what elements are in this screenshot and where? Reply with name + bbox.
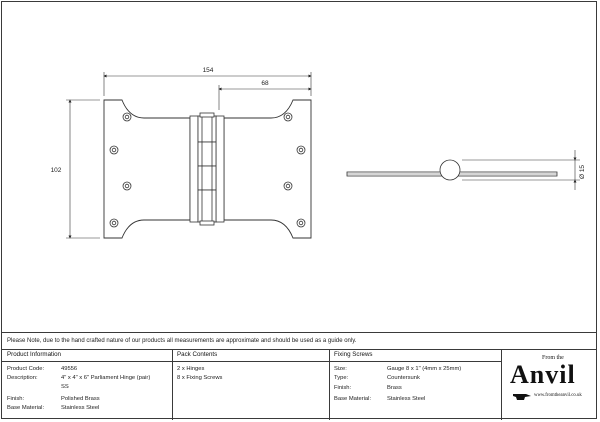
- dimension-label-knuckle: Ø 15: [579, 164, 586, 180]
- logo-from-the: From the: [542, 355, 564, 361]
- divider: [329, 349, 330, 420]
- dimension-height: [51, 100, 100, 238]
- divider: [1, 361, 501, 362]
- divider: [1, 349, 597, 350]
- hinge-side-view: [347, 160, 557, 180]
- screw-finish-label: Finish:: [334, 385, 352, 391]
- dimension-knuckle: [462, 150, 586, 190]
- dimension-label-overall-width: 154: [202, 67, 214, 74]
- screw-material-value: Stainless Steel: [387, 396, 426, 402]
- fixing-screws-heading: Fixing Screws: [334, 351, 373, 358]
- base-material-label: Base Material:: [7, 405, 45, 411]
- finish-label: Finish:: [7, 396, 25, 402]
- logo-url: www.fromtheanvil.co.uk: [534, 393, 582, 398]
- screw-size-value: Gauge 8 x 1" (4mm x 25mm): [387, 366, 462, 372]
- hinge-right-leaf: [224, 100, 311, 238]
- base-material-value: Stainless Steel: [61, 405, 100, 411]
- pack-item: 2 x Hinges: [177, 366, 205, 372]
- dimension-label-height: 102: [50, 167, 62, 174]
- description-value: 4" x 4" x 6" Parliament Hinge (pair): [61, 375, 151, 381]
- brand-logo: [506, 354, 594, 416]
- measurement-note: Please Note, due to the hand crafted nature of our products all measurements are approximate and should be used as a guide only.: [7, 338, 357, 344]
- divider: [172, 349, 173, 420]
- product-code-label: Product Code:: [7, 366, 45, 372]
- screw-size-label: Size:: [334, 366, 347, 372]
- hinge-left-leaf: [104, 100, 190, 238]
- divider: [501, 349, 502, 420]
- product-information-heading: Product Information: [7, 351, 61, 358]
- screw-type-value: Countersunk: [387, 375, 420, 381]
- hinge-knuckle: [190, 113, 224, 225]
- screw-type-label: Type:: [334, 375, 349, 381]
- description-value-line2: SS: [61, 384, 69, 390]
- anvil-icon: [512, 392, 532, 402]
- dimension-label-half-width: 68: [261, 80, 269, 87]
- screw-finish-value: Brass: [387, 385, 402, 391]
- description-label: Description:: [7, 375, 38, 381]
- divider: [1, 332, 597, 333]
- logo-brand: Anvil: [510, 360, 576, 389]
- finish-value: Polished Brass: [61, 396, 100, 402]
- pack-item: 8 x Fixing Screws: [177, 375, 223, 381]
- product-code-value: 49556: [61, 366, 78, 372]
- pack-contents-heading: Pack Contents: [177, 351, 218, 358]
- dimension-overall-width: [104, 67, 311, 96]
- screw-material-label: Base Material:: [334, 396, 372, 402]
